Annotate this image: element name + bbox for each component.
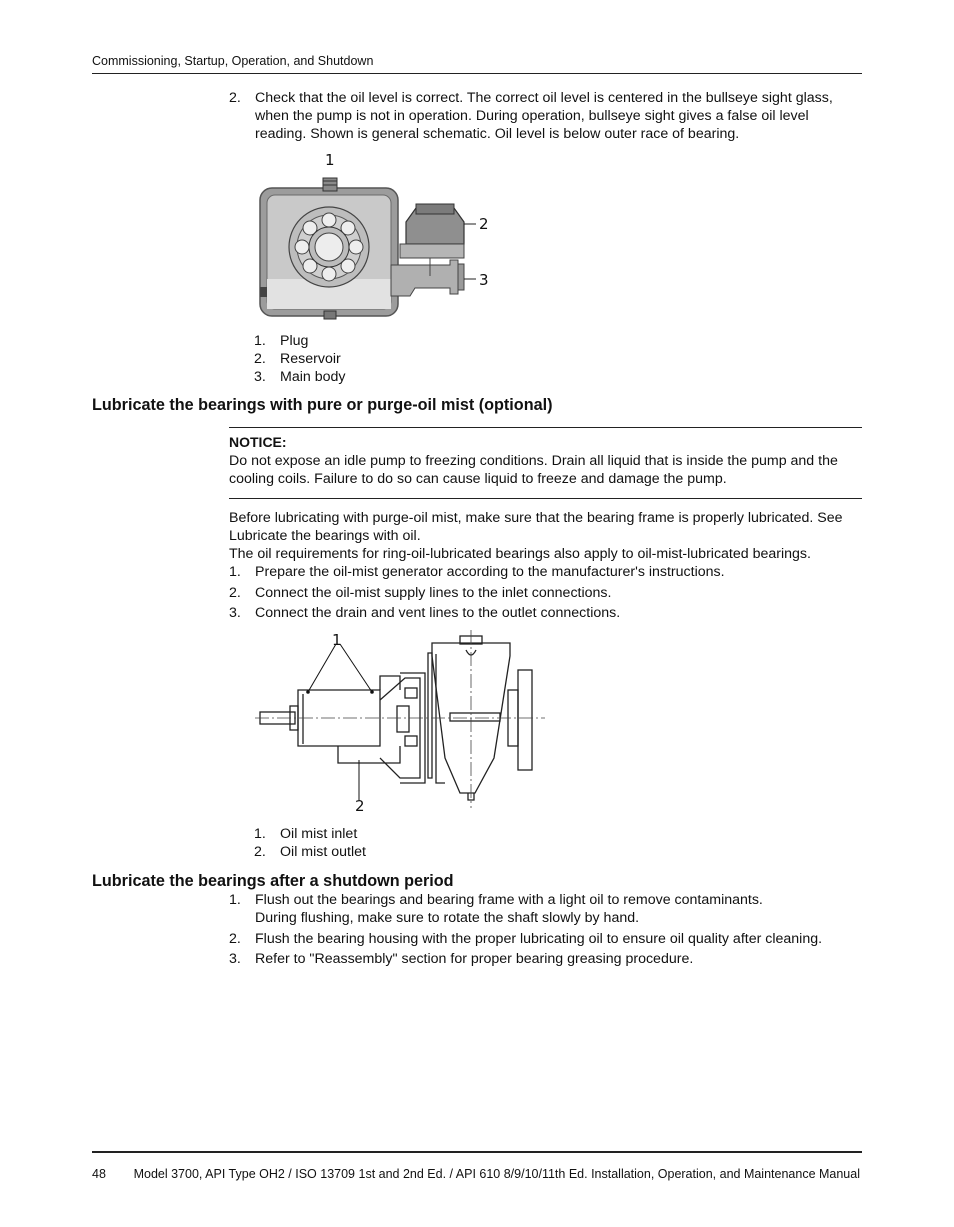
callout-1: 1	[332, 631, 342, 649]
reservoir-base	[400, 244, 464, 258]
callout-2: 2	[479, 215, 489, 233]
notice-title: NOTICE:	[229, 434, 287, 450]
bearing-oil-level-figure	[250, 148, 500, 323]
step-number: 2.	[229, 90, 241, 106]
header-rule	[92, 73, 862, 74]
document-title: Model 3700, API Type OH2 / ISO 13709 1st and 2nd Ed. / API 610 8/9/10/11th Ed. Installation, Operation, and Maintenance Manual	[133, 1167, 860, 1181]
section-heading-oil-mist: Lubricate the bearings with pure or purge-oil mist (optional)	[92, 396, 553, 414]
callout-2: 2	[355, 797, 365, 815]
notice-top-rule	[229, 427, 862, 428]
callout-3: 3	[479, 271, 489, 289]
footer-rule	[92, 1151, 862, 1153]
step-text: Check that the oil level is correct. The correct oil level is centered in the bullseye sight glass, when the pump is not in operation. During operation, bullseye sight gives a false oil level reading. Shown is general schematic. Oil level is below outer race of bearing.	[255, 90, 833, 142]
oil-mist-intro: Before lubricating with purge-oil mist, make sure that the bearing frame is properly lubricated. See Lubricate the bearings with oil.	[229, 510, 843, 544]
callout-leaders	[308, 644, 372, 800]
notice-bottom-rule	[229, 498, 862, 499]
running-header: Commissioning, Startup, Operation, and Shutdown	[92, 54, 374, 68]
oil-mist-pump-figure	[250, 628, 550, 818]
notice-text: Do not expose an idle pump to freezing conditions. Drain all liquid that is inside the pump and the cooling coils. Failure to do so can cause liquid to freeze and damage the pump.	[229, 453, 838, 487]
section-heading-shutdown: Lubricate the bearings after a shutdown period	[92, 872, 454, 890]
callout-1: 1	[325, 151, 335, 169]
plug-bottom	[324, 311, 336, 319]
oil-mist-requirements: The oil requirements for ring-oil-lubricated bearings also apply to oil-mist-lubricated bearings.	[229, 546, 811, 562]
page-number: 48	[92, 1167, 106, 1181]
main-body-fitting	[391, 260, 458, 296]
